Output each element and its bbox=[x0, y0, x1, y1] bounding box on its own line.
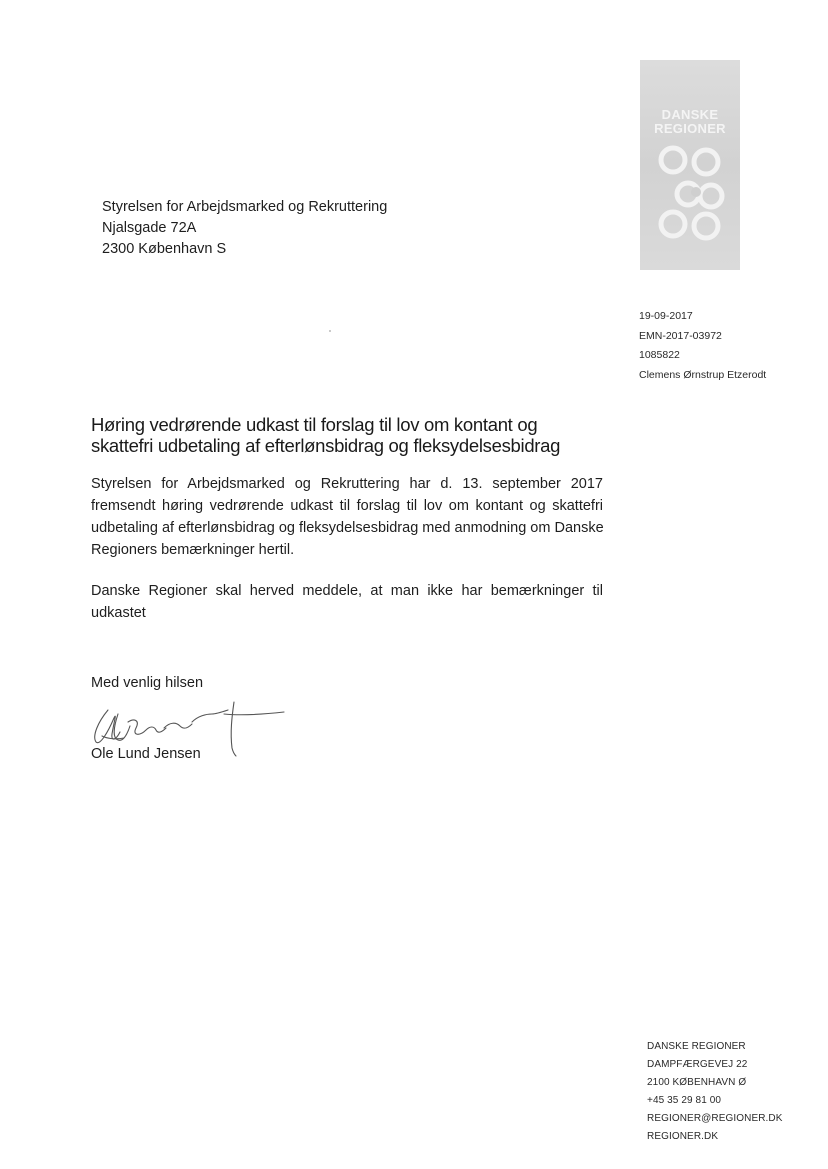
footer-city: 2100 KØBENHAVN Ø bbox=[647, 1077, 747, 1088]
recipient-name: Styrelsen for Arbejdsmarked og Rekruttering bbox=[102, 199, 388, 215]
footer-street: DAMPFÆRGEVEJ 22 bbox=[647, 1059, 748, 1070]
sender-footer bbox=[647, 1038, 783, 1146]
paragraph-2-line-2: udkastet bbox=[91, 605, 146, 621]
recipient-city: 2300 København S bbox=[102, 241, 227, 257]
logo-circles-icon bbox=[656, 144, 726, 248]
logo-text-line2: REGIONER bbox=[654, 121, 726, 136]
scan-speck bbox=[329, 330, 331, 332]
logo-text-line1: DANSKE bbox=[661, 107, 719, 122]
closing-greeting: Med venlig hilsen bbox=[91, 675, 204, 691]
footer-phone: +45 35 29 81 00 bbox=[647, 1095, 722, 1106]
danske-regioner-logo bbox=[640, 60, 740, 270]
recipient-address bbox=[102, 197, 387, 260]
paragraph-1-line-3: udbetaling af efterlønsbidrag og fleksydelsesbidrag med anmodning om Danske bbox=[91, 520, 604, 536]
footer-web: REGIONER.DK bbox=[647, 1131, 719, 1142]
paragraph-2-line-1: Danske Regioner skal herved meddele, at man ikke har bemærkninger til bbox=[91, 583, 603, 599]
paragraph-1-line-4: Regioners bemærkninger hertil. bbox=[91, 542, 295, 558]
footer-email: REGIONER@REGIONER.DK bbox=[647, 1113, 783, 1124]
contact-person: Clemens Ørnstrup Etzerodt bbox=[639, 368, 767, 381]
heading-line-1: Høring vedrørende udkast til forslag til lov om kontant og bbox=[91, 414, 538, 435]
logo-wordmark bbox=[640, 108, 740, 136]
paragraph-1-line-2: fremsendt høring vedrørende udkast til forslag til lov om kontant og skattefri bbox=[91, 498, 603, 514]
body-paragraph-2 bbox=[91, 580, 603, 624]
footer-org: DANSKE REGIONER bbox=[647, 1041, 746, 1052]
letter-heading bbox=[91, 414, 611, 456]
body-paragraph-1 bbox=[91, 473, 603, 561]
letter-date: 19-09-2017 bbox=[639, 310, 693, 322]
recipient-street: Njalsgade 72A bbox=[102, 220, 197, 236]
heading-line-2: skattefri udbetaling af efterlønsbidrag og fleksydelsesbidrag bbox=[91, 435, 561, 456]
case-number: EMN-2017-03972 bbox=[639, 329, 722, 342]
paragraph-1-line-1: Styrelsen for Arbejdsmarked og Rekruttering har d. 13. september 2017 bbox=[91, 476, 603, 492]
letter-meta bbox=[639, 307, 766, 385]
signer-name: Ole Lund Jensen bbox=[91, 746, 201, 762]
document-number: 1085822 bbox=[639, 349, 680, 361]
